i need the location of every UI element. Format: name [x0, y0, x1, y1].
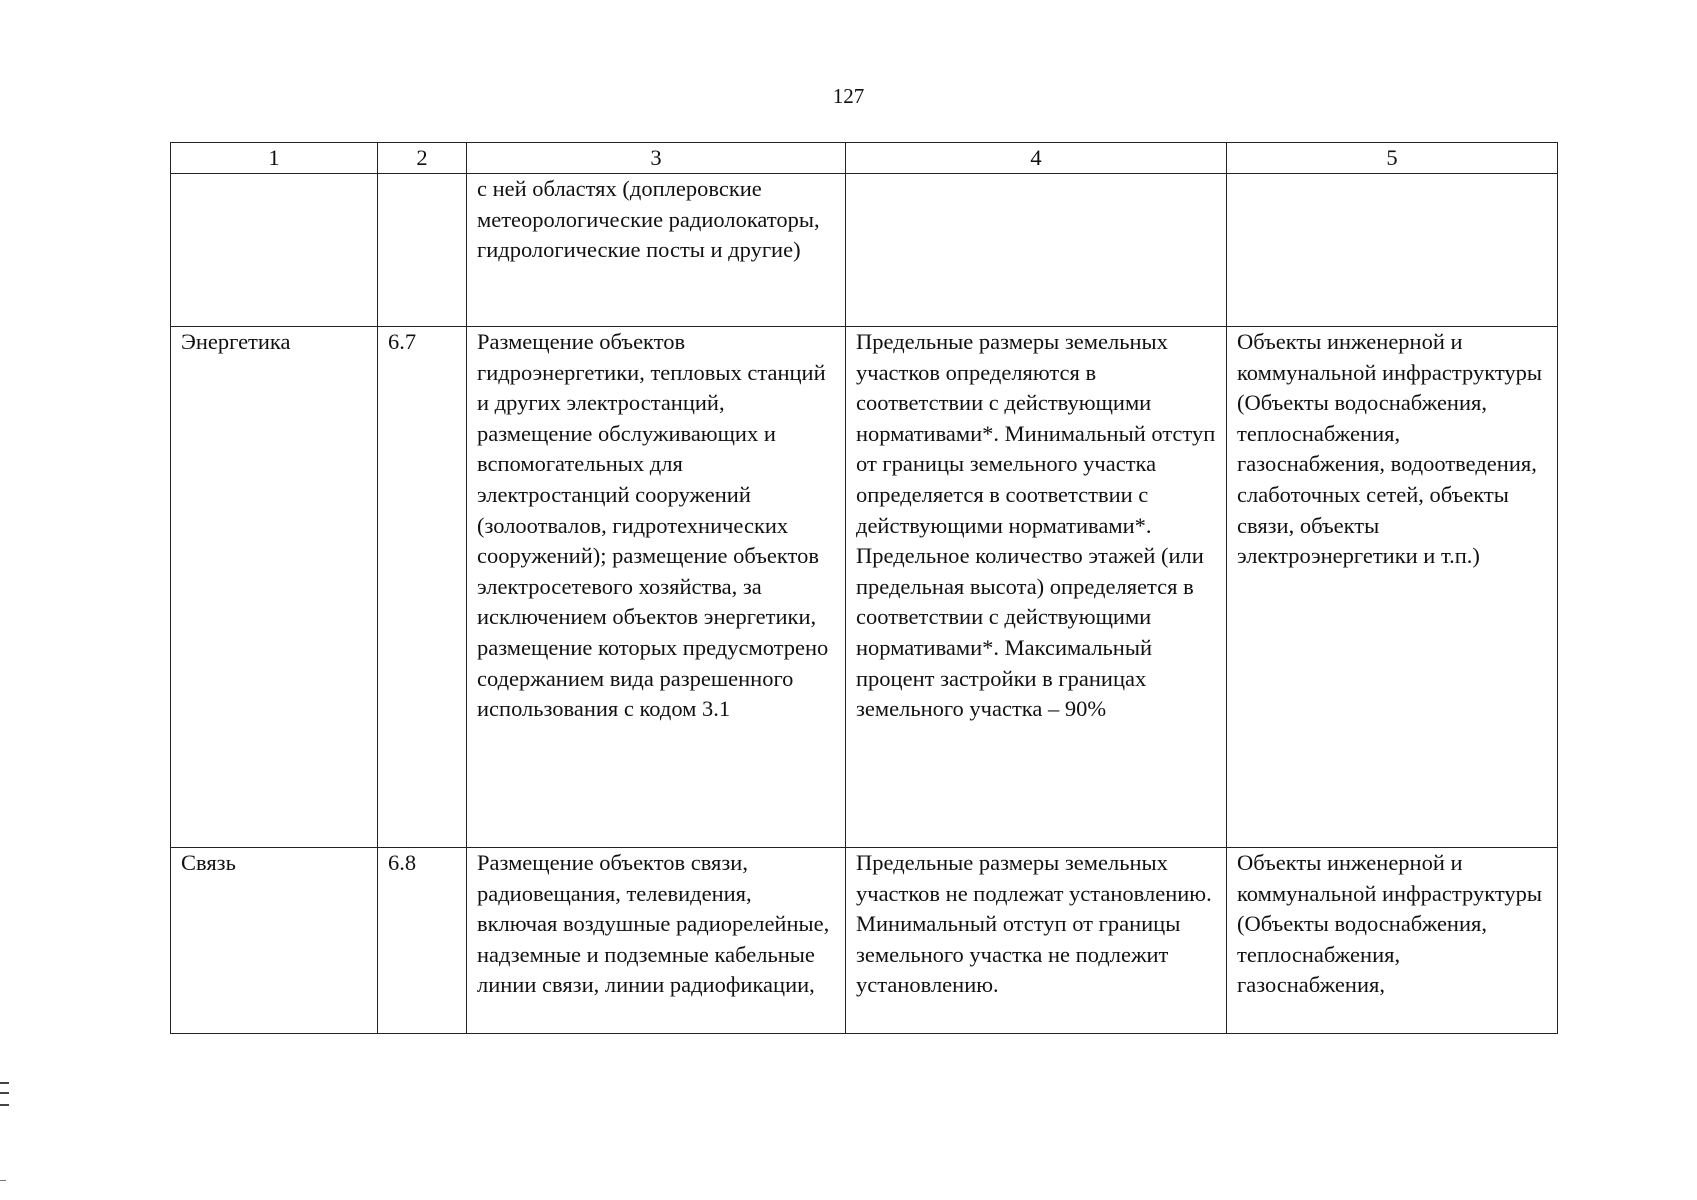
land-use-table — [170, 142, 1558, 1034]
column-header-2: 2 — [378, 143, 467, 174]
column-header-4: 4 — [846, 143, 1227, 174]
cell-code: 6.8 — [378, 848, 467, 1034]
cell-parameters — [846, 174, 1227, 327]
cell-code — [378, 174, 467, 327]
scan-margin-dash — [0, 1180, 6, 1181]
cell-description: с ней областях (доплеровские метеорологические радиолокаторы, гидрологические посты и другие) — [467, 174, 846, 327]
column-header-1: 1 — [171, 143, 378, 174]
column-header-5: 5 — [1227, 143, 1558, 174]
cell-parameters: Предельные размеры земельных участков определяются в соответствии с действующими нормативами*. Минимальный отступ от границы земельного участка определяется в соответствии с действующими нормативами*. Предельное количество этажей (или предельная высота) определяется в соответствии с действующими нормативами*. Максимальный процент застройки в границах земельного участка – 90% — [846, 327, 1227, 848]
scan-margin-mark — [0, 1082, 9, 1106]
continuation-row — [171, 174, 1558, 327]
column-header-3: 3 — [467, 143, 846, 174]
cell-auxiliary: Объекты инженерной и коммунальной инфраструктуры (Объекты водоснабжения, теплоснабжения, газоснабжения, водоотведения, слаботочных сетей, объекты связи, объекты электроэнергетики и т.п.) — [1227, 327, 1558, 848]
cell-description: Размещение объектов гидроэнергетики, тепловых станций и других электростанций, размещение обслуживающих и вспомогательных для электростанций сооружений (золоотвалов, гидротехнических сооружений); размещение объектов электросетевого хозяйства, за исключением объектов энергетики, размещение которых предусмотрено содержанием вида разрешенного использования с кодом 3.1 — [467, 327, 846, 848]
header-row — [171, 143, 1558, 174]
cell-auxiliary — [1227, 174, 1558, 327]
table-row-svyaz — [171, 848, 1558, 1034]
cell-parameters: Предельные размеры земельных участков не подлежат установлению. Минимальный отступ от границы земельного участка не подлежит установлению. — [846, 848, 1227, 1034]
cell-name: Связь — [171, 848, 378, 1034]
cell-name: Энергетика — [171, 327, 378, 848]
cell-name — [171, 174, 378, 327]
cell-description: Размещение объектов связи, радиовещания, телевидения, включая воздушные радиорелейные, надземные и подземные кабельные линии связи, линии радиофикации, — [467, 848, 846, 1034]
cell-auxiliary: Объекты инженерной и коммунальной инфраструктуры (Объекты водоснабжения, теплоснабжения, газоснабжения, — [1227, 848, 1558, 1034]
page-number: 127 — [832, 84, 865, 108]
cell-code: 6.7 — [378, 327, 467, 848]
table-row-energetika — [171, 327, 1558, 848]
